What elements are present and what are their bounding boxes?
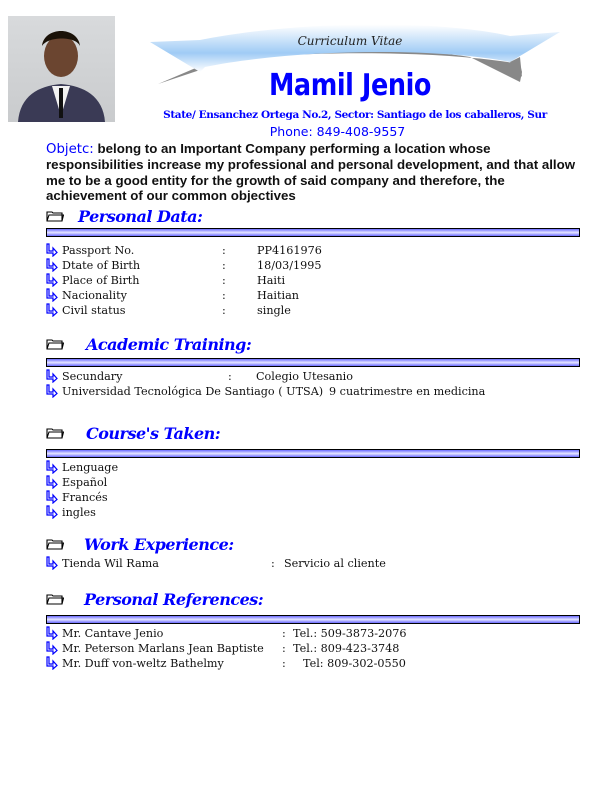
row-separator: : [222,244,226,257]
candidate-name: Mamil Jenio [268,68,432,103]
row-label: Place of Birth [62,274,140,287]
row-value: 18/03/1995 [257,259,322,272]
section-title: Academic Training: [86,334,252,354]
objective-text: belong to an Important Company performing a location whose responsibilities increase my professional and personal development, and that allow me to be a good entity for the growth of said company and therefore, the achievement of our common objectives [46,141,576,203]
objective [46,141,586,203]
row-value: single [257,304,291,317]
row-label: Tienda Wil Rama [62,557,159,570]
row-value: PP4161976 [257,244,322,257]
item-label: ingles [62,506,96,519]
row-value: Tel.: 809-423-3748 [293,642,400,655]
arrow-bullet-icon [46,243,58,257]
row-separator: : [228,370,232,383]
section-divider [46,228,580,237]
profile-photo [8,16,115,122]
row-label: Passport No. [62,244,135,257]
row-label: Secundary [62,370,123,383]
phone: Phone: 849-408-9557 [269,124,406,139]
row-separator: : [282,657,286,670]
arrow-bullet-icon [46,273,58,287]
row-value: Haitian [257,289,299,302]
section-title: Work Experience: [84,534,234,554]
folder-icon [46,210,64,222]
arrow-bullet-icon [46,303,58,317]
arrow-bullet-icon [46,384,58,398]
row-label: Universidad Tecnológica De Santiago ( UTSA) [62,385,324,398]
address: State/ Ensanchez Ortega No.2, Sector: Santiago de los caballeros, Sur [163,109,547,121]
row-separator: : [282,642,286,655]
section-title: Course's Taken: [86,423,221,443]
item-label: Francés [62,491,108,504]
arrow-bullet-icon [46,369,58,383]
section-courses-taken [46,422,220,444]
row-separator: : [222,304,226,317]
row-label: Mr. Duff von-weltz Bathelmy [62,657,224,670]
section-personal-references [46,588,263,610]
row-label: Dtate of Birth [62,259,141,272]
section-work-experience [46,533,234,555]
banner-title: Curriculum Vitae [297,34,403,48]
item-label: Español [62,476,108,489]
row-value: 9 cuatrimestre en medicina [329,385,486,398]
arrow-bullet-icon [46,641,58,655]
arrow-bullet-icon [46,556,58,570]
section-personal-data [46,205,202,227]
folder-icon [46,338,64,350]
section-title: Personal Data: [78,206,203,226]
row-label: Mr. Peterson Marlans Jean Baptiste [62,642,264,655]
arrow-bullet-icon [46,475,58,489]
row-value: Tel.: 509-3873-2076 [293,627,407,640]
row-separator: : [271,557,275,570]
row-value: Haiti [257,274,286,287]
arrow-bullet-icon [46,490,58,504]
section-divider [46,449,580,458]
arrow-bullet-icon [46,656,58,670]
row-label: Mr. Cantave Jenio [62,627,164,640]
folder-icon [46,593,64,605]
arrow-bullet-icon [46,460,58,474]
objective-label: Objetc: [46,142,94,157]
arrow-bullet-icon [46,626,58,640]
item-label: Lenguage [62,461,119,474]
row-separator: : [222,289,226,302]
row-label: Nacionality [62,289,127,302]
row-value: Tel: 809-302-0550 [303,657,406,670]
folder-icon [46,538,64,550]
row-separator: : [282,627,286,640]
row-separator: : [222,274,226,287]
arrow-bullet-icon [46,505,58,519]
row-value: Colegio Utesanio [256,370,354,383]
row-value: Servicio al cliente [284,557,386,570]
row-separator: : [222,259,226,272]
arrow-bullet-icon [46,258,58,272]
section-divider [46,615,580,624]
folder-icon [46,427,64,439]
row-label: Civil status [62,304,126,317]
section-title: Personal References: [84,589,264,609]
arrow-bullet-icon [46,288,58,302]
section-academic-training [46,333,251,355]
section-divider [46,358,580,367]
